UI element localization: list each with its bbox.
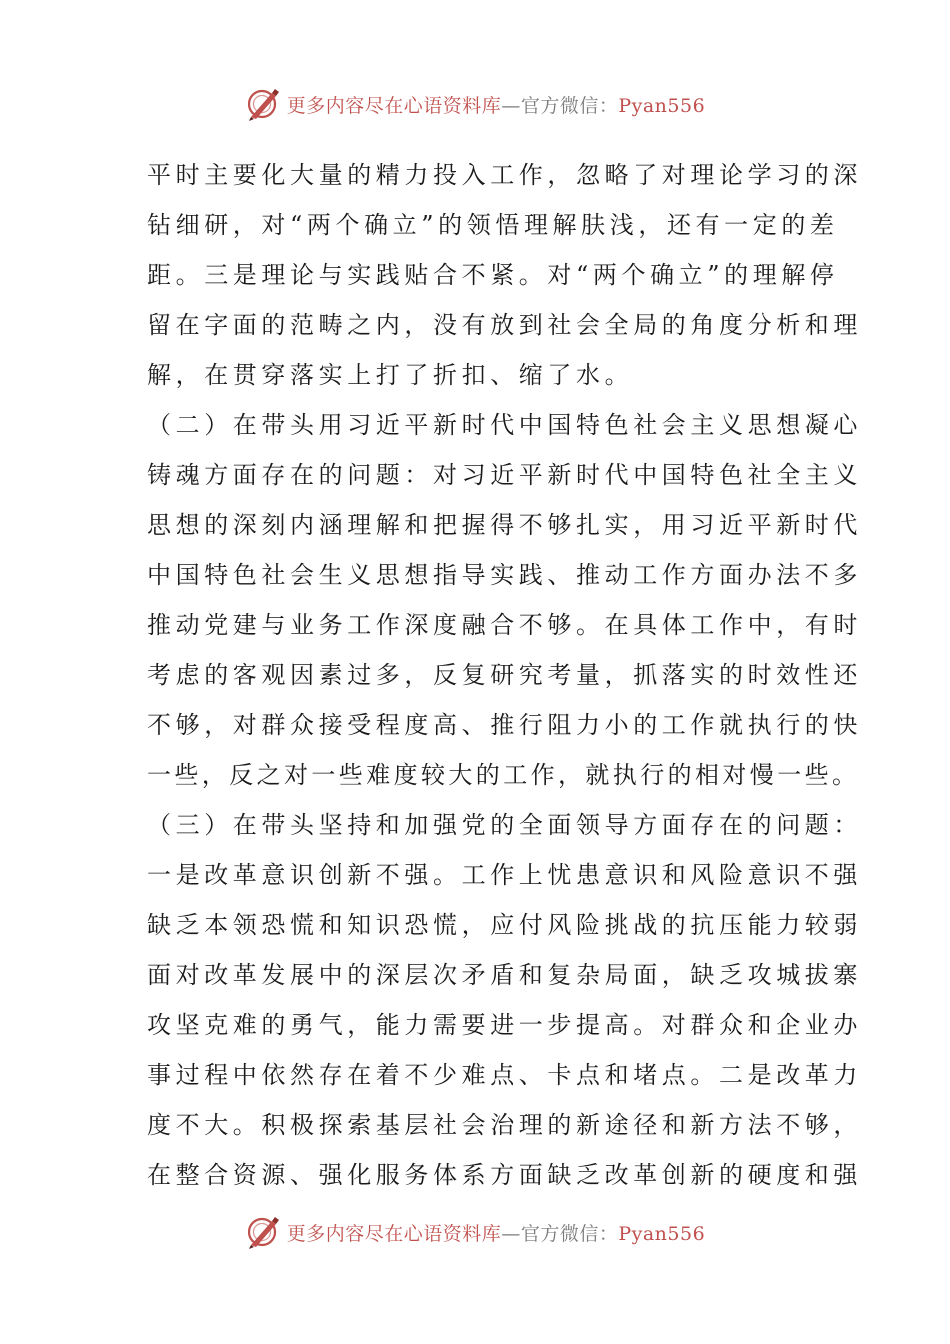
watermark-part-b: 官方微信：	[520, 94, 619, 117]
section-heading-3: （三）在带头坚持和加强党的全面领导方面存在的问题：	[147, 811, 862, 839]
watermark-part-b: 官方微信：	[520, 1222, 619, 1245]
watermark-handle: Pyan556	[618, 94, 706, 117]
pen-circle-logo-icon	[245, 86, 281, 122]
watermark-part-a: 更多内容尽在心语资料库	[286, 1222, 502, 1245]
watermark-text	[287, 91, 705, 118]
watermark-dash: —	[501, 1222, 521, 1245]
section-heading-2: （二）在带头用习近平新时代中国特色社会主义思想凝心	[147, 411, 862, 439]
text-line: 不够，对群众接受程度高、推行阻力小的工作就执行的快	[147, 711, 862, 739]
text-line: 事过程中依然存在着不少难点、卡点和堵点。二是改革力	[147, 1061, 862, 1089]
pen-circle-logo-icon	[245, 1214, 281, 1250]
watermark-dash: —	[501, 94, 521, 117]
text-line: 中国特色社会生义思想指导实践、推动工作方面办法不多	[147, 561, 862, 589]
text-line: 一些，反之对一些难度较大的工作，就执行的相对慢一些。	[147, 761, 860, 789]
text-line: 考虑的客观因素过多，反复研究考量，抓落实的时效性还	[147, 661, 862, 689]
text-line: 钻细研，对“两个确立”的领悟理解肤浅，还有一定的差	[147, 211, 839, 239]
watermark-text	[287, 1219, 705, 1246]
footer-watermark	[0, 1212, 950, 1252]
text-line: 缺乏本领恐慌和知识恐慌，应付风险挑战的抗压能力较弱	[147, 911, 862, 939]
text-line: 平时主要化大量的精力投入工作，忽略了对理论学习的深	[147, 161, 862, 189]
text-line: 推动党建与业务工作深度融合不够。在具体工作中，有时	[147, 611, 862, 639]
text-line: 一是改革意识创新不强。工作上忧患意识和风险意识不强	[147, 861, 862, 889]
document-body	[147, 150, 862, 1200]
text-line: 面对改革发展中的深层次矛盾和复杂局面，缺乏攻城拔寨	[147, 961, 862, 989]
text-line: 攻坚克难的勇气，能力需要进一步提高。对群众和企业办	[147, 1011, 862, 1039]
text-line: 解，在贯穿落实上打了折扣、缩了水。	[147, 361, 634, 389]
text-line: 距。三是理论与实践贴合不紧。对“两个确立”的理解停	[147, 261, 839, 289]
watermark-part-a: 更多内容尽在心语资料库	[286, 94, 502, 117]
text-line: 在整合资源、强化服务体系方面缺乏改革创新的硬度和强	[147, 1161, 862, 1189]
watermark-handle: Pyan556	[618, 1222, 706, 1245]
text-line: 度不大。积极探索基层社会治理的新途径和新方法不够，	[147, 1111, 862, 1139]
text-line: 铸魂方面存在的问题：对习近平新时代中国特色社全主义	[147, 461, 862, 489]
text-line: 思想的深刻内涵理解和把握得不够扎实，用习近平新时代	[147, 511, 862, 539]
text-line: 留在字面的范畴之内，没有放到社会全局的角度分析和理	[147, 311, 862, 339]
header-watermark	[0, 84, 950, 124]
